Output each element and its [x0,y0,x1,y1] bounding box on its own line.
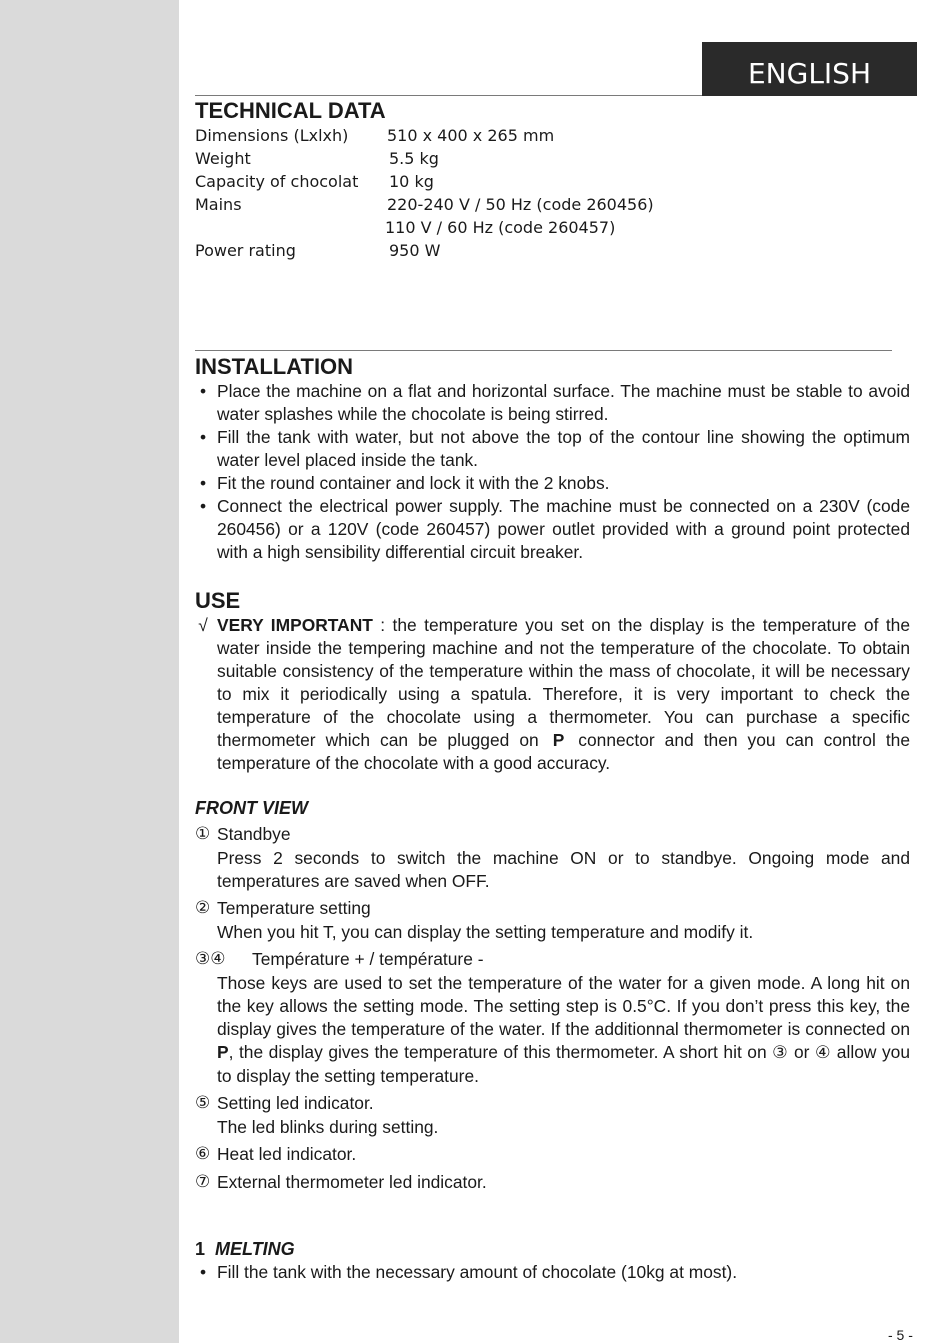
melting-number: 1 [195,1239,206,1259]
item-title: Setting led indicator. [217,1093,374,1113]
bullet-icon: • [199,496,207,516]
left-margin-band [0,0,179,1343]
spec-value: 220-240 V / 50 Hz (code 260456) [387,195,654,214]
item-body-text: Those keys are used to set the temperature of the water for a given mode. A long hit on the key allows the setting mode. The setting step is 0.5°C. If you don’t press this key, the display gives the temperature of the water. If the additionnal thermometer is connected on [217,973,910,1039]
connector-label: P [217,1042,229,1062]
number-5-icon: ⑤ [195,1093,211,1113]
item-body-text: , the display gives the temperature of this thermometer. A short hit on [228,1042,773,1062]
item-title: Heat led indicator. [217,1144,357,1164]
melting-heading [195,1238,910,1260]
spec-label: Mains [195,195,242,214]
setting-led-item [195,1091,910,1139]
standby-item [195,822,910,893]
installation-section [195,354,910,564]
important-text-end: connector and then you can control the temperature of the chocolate with a good accuracy. [217,730,910,773]
item-body [195,972,910,1088]
number-6-icon: ⑥ [195,1144,211,1164]
list-item-text: Connect the electrical power supply. The machine must be connected on a 230V (code 260456) or a 120V (code 260457) power outlet provided with a ground point protected with a high sensibility differential circuit breaker. [217,496,910,562]
list-item-text: Fill the tank with the necessary amount of chocolate (10kg at most). [217,1262,738,1282]
temperature-setting-item [195,896,910,944]
spec-table [195,124,910,262]
use-heading: USE [195,588,241,613]
page-number: - 5 - [888,1327,913,1343]
item-body-text: allow you to display the setting temperature. [217,1042,910,1086]
number-7-icon: ⑦ [195,1172,211,1192]
item-title: External thermometer led indicator. [217,1172,487,1192]
spec-row [195,193,910,216]
melting-section [195,1238,910,1284]
heat-led-item [195,1142,910,1167]
bullet-icon: • [199,473,207,493]
list-item-text: Fill the tank with water, but not above the top of the contour line showing the optimum water level placed inside the tank. [217,427,910,470]
spec-label: Weight [195,149,251,168]
number-2-icon: ② [195,898,211,918]
technical-data-section [195,98,910,262]
item-title: Température + / température - [252,949,484,969]
bullet-icon: • [199,427,207,447]
language-tab [702,42,917,96]
melting-title: MELTING [215,1239,295,1259]
spec-row [195,216,910,239]
use-section [195,588,910,775]
item-body: The led blinks during setting. [217,1117,439,1137]
list-item-text: Fit the round container and lock it with the 2 knobs. [217,473,610,493]
technical-data-heading: TECHNICAL DATA [195,98,386,123]
bullet-icon: • [199,1262,207,1282]
language-label: ENGLISH [747,57,872,90]
section-rule [195,350,892,351]
front-view-section [195,797,910,1195]
front-view-heading: FRONT VIEW [195,798,308,818]
important-text: : the temperature you set on the display is the temperature of the water inside the tempering machine and not the temperature of the chocolate. To obtain suitable consistency of the temperature within the mass of chocolate, it will be necessary to mix it periodically using a spatula. Therefore, it is very important to check the temperature of the chocolate using a thermometer. You can purchase a specific thermometer which can be plugged on [217,615,910,750]
spec-label: Power rating [195,241,296,260]
number-3-icon: ③ [772,1043,789,1063]
spec-row [195,147,910,170]
list-item-text: Place the machine on a flat and horizontal surface. The machine must be stable to avoid water splashes while the chocolate is being stirred. [217,381,910,424]
number-4-icon: ④ [814,1043,832,1063]
important-label: VERY IMPORTANT [217,615,373,635]
spec-row [195,124,910,147]
check-icon: √ [198,615,208,635]
header-rule [195,95,702,96]
item-body: When you hit T, you can display the setting temperature and modify it. [217,922,754,942]
item-body: Press 2 seconds to switch the machine ON or to standbye. Ongoing mode and temperatures are saved when OFF. [217,848,910,891]
spec-row [195,170,910,193]
spec-label: Dimensions (Lxlxh) [195,126,349,145]
spec-value: 510 x 400 x 265 mm [387,126,555,145]
number-1-icon: ① [195,824,211,844]
connector-label: P [552,730,565,750]
item-title: Temperature setting [217,898,371,918]
spec-value: 110 V / 60 Hz (code 260457) [385,218,616,237]
temperature-plus-minus-item [195,947,910,1088]
number-3-4-icon: ③④ [195,949,226,969]
or-text: or [788,1042,815,1062]
installation-heading: INSTALLATION [195,354,354,379]
spec-value: 10 kg [389,172,434,191]
list-item [195,426,910,472]
list-item [195,1261,910,1284]
spec-value: 950 W [389,241,441,260]
spec-row [195,239,910,262]
list-item [195,380,910,426]
spec-value: 5.5 kg [389,149,439,168]
important-note [195,614,910,775]
external-thermometer-led-item [195,1170,910,1195]
list-item [195,472,910,495]
list-item [195,495,910,564]
item-title: Standbye [217,824,291,844]
bullet-icon: • [199,381,207,401]
spec-label: Capacity of chocolat [195,172,359,191]
